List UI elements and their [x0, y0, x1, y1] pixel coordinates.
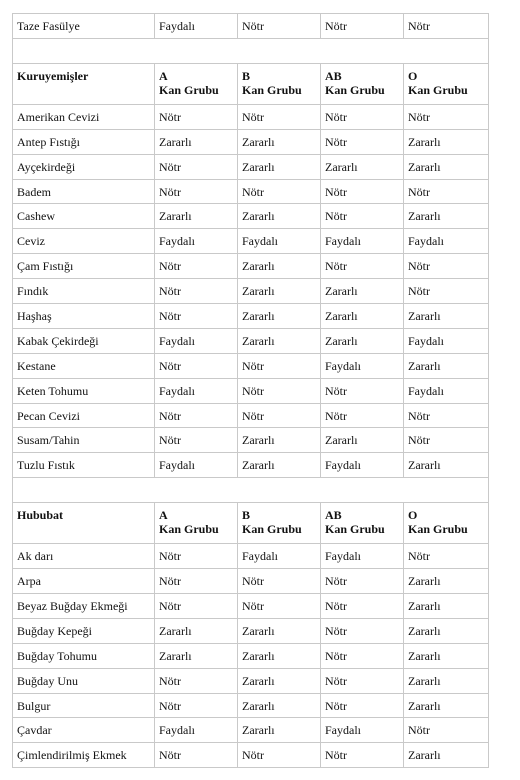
value-cell: Faydalı [404, 328, 489, 353]
value-cell: Zararlı [238, 204, 321, 229]
value-cell: Zararlı [155, 204, 238, 229]
value-cell: Nötr [238, 594, 321, 619]
value-cell: Zararlı [238, 304, 321, 329]
value-cell: Nötr [155, 569, 238, 594]
value-cell: Nötr [155, 279, 238, 304]
value-cell: Nötr [321, 179, 404, 204]
food-name-cell: Beyaz Buğday Ekmeği [13, 594, 155, 619]
value-cell: Nötr [238, 104, 321, 129]
table-row [13, 328, 489, 353]
spacer-cell [13, 38, 489, 63]
blood-group-label: Kan Grubu [159, 522, 219, 537]
blood-group-header [155, 503, 238, 544]
food-name-cell: Taze Fasülye [13, 14, 155, 39]
table-row [13, 14, 489, 39]
food-name-cell: Susam/Tahin [13, 428, 155, 453]
food-name-cell: Antep Fıstığı [13, 129, 155, 154]
blood-group-letter: AB [325, 508, 342, 523]
table-row [13, 693, 489, 718]
value-cell: Nötr [404, 104, 489, 129]
table-row [13, 403, 489, 428]
value-cell: Faydalı [155, 229, 238, 254]
blood-group-label: Kan Grubu [325, 522, 385, 537]
value-cell: Zararlı [238, 453, 321, 478]
blood-group-header [238, 63, 321, 104]
table-row [13, 668, 489, 693]
value-cell: Nötr [155, 544, 238, 569]
food-name-cell: Ak darı [13, 544, 155, 569]
food-name-cell: Buğday Unu [13, 668, 155, 693]
food-name-cell: Arpa [13, 569, 155, 594]
value-cell: Nötr [321, 743, 404, 768]
value-cell: Zararlı [238, 154, 321, 179]
value-cell: Zararlı [404, 643, 489, 668]
blood-group-label: Kan Grubu [325, 82, 385, 97]
section-title: Kuruyemişler [13, 63, 155, 104]
blood-group-letter: AB [325, 68, 342, 83]
value-cell: Faydalı [155, 453, 238, 478]
value-cell: Nötr [321, 594, 404, 619]
value-cell: Zararlı [238, 718, 321, 743]
value-cell: Nötr [404, 403, 489, 428]
table-row [13, 279, 489, 304]
section-title: Hububat [13, 503, 155, 544]
value-cell: Nötr [155, 304, 238, 329]
blood-group-header [404, 503, 489, 544]
food-name-cell: Çimlendirilmiş Ekmek [13, 743, 155, 768]
table-body [13, 14, 489, 768]
blood-group-header [404, 63, 489, 104]
blood-group-label: Kan Grubu [242, 522, 302, 537]
table-row [13, 594, 489, 619]
blood-group-label: Kan Grubu [408, 522, 468, 537]
food-name-cell: Ayçekirdeği [13, 154, 155, 179]
food-name-cell: Buğday Tohumu [13, 643, 155, 668]
value-cell: Nötr [321, 693, 404, 718]
value-cell: Nötr [321, 204, 404, 229]
blood-group-letter: A [159, 508, 168, 523]
table-row [13, 204, 489, 229]
value-cell: Zararlı [404, 743, 489, 768]
value-cell: Faydalı [404, 229, 489, 254]
food-name-cell: Kestane [13, 353, 155, 378]
value-cell: Faydalı [321, 718, 404, 743]
value-cell: Nötr [238, 569, 321, 594]
value-cell: Nötr [155, 104, 238, 129]
value-cell: Nötr [238, 179, 321, 204]
value-cell: Zararlı [155, 643, 238, 668]
value-cell: Zararlı [238, 328, 321, 353]
value-cell: Zararlı [404, 353, 489, 378]
value-cell: Nötr [404, 179, 489, 204]
value-cell: Zararlı [238, 668, 321, 693]
blood-group-label: Kan Grubu [408, 82, 468, 97]
blood-group-letter: A [159, 68, 168, 83]
food-name-cell: Bulgur [13, 693, 155, 718]
value-cell: Faydalı [238, 229, 321, 254]
value-cell: Faydalı [238, 544, 321, 569]
spacer-row [13, 478, 489, 503]
value-cell: Nötr [238, 353, 321, 378]
blood-group-letter: O [408, 68, 418, 83]
value-cell: Nötr [404, 279, 489, 304]
value-cell: Zararlı [238, 643, 321, 668]
section-header-row [13, 63, 489, 104]
value-cell: Nötr [321, 569, 404, 594]
blood-type-food-table [12, 13, 489, 768]
value-cell: Zararlı [404, 304, 489, 329]
value-cell: Nötr [321, 254, 404, 279]
section-header-row [13, 503, 489, 544]
value-cell: Faydalı [155, 718, 238, 743]
value-cell: Nötr [321, 668, 404, 693]
food-name-cell: Çam Fıstığı [13, 254, 155, 279]
value-cell: Faydalı [155, 378, 238, 403]
table-row [13, 378, 489, 403]
value-cell: Nötr [238, 14, 321, 39]
table-row [13, 304, 489, 329]
value-cell: Nötr [404, 544, 489, 569]
value-cell: Nötr [321, 129, 404, 154]
value-cell: Faydalı [404, 378, 489, 403]
value-cell: Zararlı [404, 453, 489, 478]
table-row [13, 179, 489, 204]
food-name-cell: Buğday Kepeği [13, 618, 155, 643]
food-name-cell: Badem [13, 179, 155, 204]
value-cell: Nötr [238, 378, 321, 403]
value-cell: Zararlı [321, 279, 404, 304]
value-cell: Zararlı [404, 204, 489, 229]
value-cell: Zararlı [321, 328, 404, 353]
value-cell: Faydalı [155, 328, 238, 353]
food-name-cell: Pecan Cevizi [13, 403, 155, 428]
value-cell: Zararlı [238, 428, 321, 453]
blood-group-label: Kan Grubu [159, 82, 219, 97]
table-row [13, 453, 489, 478]
value-cell: Faydalı [321, 453, 404, 478]
table-row [13, 254, 489, 279]
table-row [13, 544, 489, 569]
value-cell: Nötr [321, 104, 404, 129]
value-cell: Zararlı [404, 693, 489, 718]
table-row [13, 718, 489, 743]
value-cell: Nötr [155, 594, 238, 619]
value-cell: Nötr [155, 668, 238, 693]
value-cell: Zararlı [238, 279, 321, 304]
food-name-cell: Ceviz [13, 229, 155, 254]
food-name-cell: Tuzlu Fıstık [13, 453, 155, 478]
value-cell: Zararlı [404, 618, 489, 643]
food-name-cell: Haşhaş [13, 304, 155, 329]
table-row [13, 353, 489, 378]
value-cell: Faydalı [321, 544, 404, 569]
blood-group-header [238, 503, 321, 544]
value-cell: Nötr [321, 643, 404, 668]
value-cell: Nötr [321, 14, 404, 39]
value-cell: Nötr [155, 154, 238, 179]
value-cell: Zararlı [404, 154, 489, 179]
table-row [13, 428, 489, 453]
value-cell: Nötr [404, 428, 489, 453]
value-cell: Zararlı [238, 618, 321, 643]
value-cell: Nötr [155, 743, 238, 768]
value-cell: Nötr [321, 403, 404, 428]
table-row [13, 643, 489, 668]
spacer-cell [13, 478, 489, 503]
value-cell: Nötr [238, 743, 321, 768]
value-cell: Nötr [155, 179, 238, 204]
value-cell: Nötr [404, 254, 489, 279]
blood-group-letter: O [408, 508, 418, 523]
value-cell: Nötr [404, 14, 489, 39]
value-cell: Zararlı [238, 129, 321, 154]
value-cell: Nötr [155, 353, 238, 378]
value-cell: Nötr [155, 403, 238, 428]
food-name-cell: Fındık [13, 279, 155, 304]
value-cell: Zararlı [404, 129, 489, 154]
value-cell: Zararlı [321, 154, 404, 179]
table-row [13, 229, 489, 254]
table-row [13, 154, 489, 179]
value-cell: Nötr [155, 254, 238, 279]
value-cell: Faydalı [321, 353, 404, 378]
food-name-cell: Çavdar [13, 718, 155, 743]
value-cell: Zararlı [321, 428, 404, 453]
value-cell: Zararlı [404, 594, 489, 619]
blood-group-header [321, 503, 404, 544]
table-row [13, 129, 489, 154]
table-row [13, 743, 489, 768]
value-cell: Zararlı [238, 254, 321, 279]
value-cell: Faydalı [155, 14, 238, 39]
blood-group-label: Kan Grubu [242, 82, 302, 97]
value-cell: Nötr [321, 378, 404, 403]
value-cell: Nötr [321, 618, 404, 643]
value-cell: Zararlı [404, 668, 489, 693]
food-name-cell: Kabak Çekirdeği [13, 328, 155, 353]
value-cell: Zararlı [321, 304, 404, 329]
value-cell: Zararlı [155, 618, 238, 643]
value-cell: Faydalı [321, 229, 404, 254]
table-row [13, 104, 489, 129]
value-cell: Nötr [238, 403, 321, 428]
blood-group-letter: B [242, 508, 251, 523]
value-cell: Zararlı [404, 569, 489, 594]
value-cell: Nötr [155, 428, 238, 453]
food-name-cell: Amerikan Cevizi [13, 104, 155, 129]
blood-group-header [321, 63, 404, 104]
blood-group-letter: B [242, 68, 251, 83]
food-name-cell: Keten Tohumu [13, 378, 155, 403]
blood-group-header [155, 63, 238, 104]
table-row [13, 618, 489, 643]
value-cell: Zararlı [155, 129, 238, 154]
spacer-row [13, 38, 489, 63]
value-cell: Nötr [404, 718, 489, 743]
value-cell: Zararlı [238, 693, 321, 718]
value-cell: Nötr [155, 693, 238, 718]
table-row [13, 569, 489, 594]
food-name-cell: Cashew [13, 204, 155, 229]
